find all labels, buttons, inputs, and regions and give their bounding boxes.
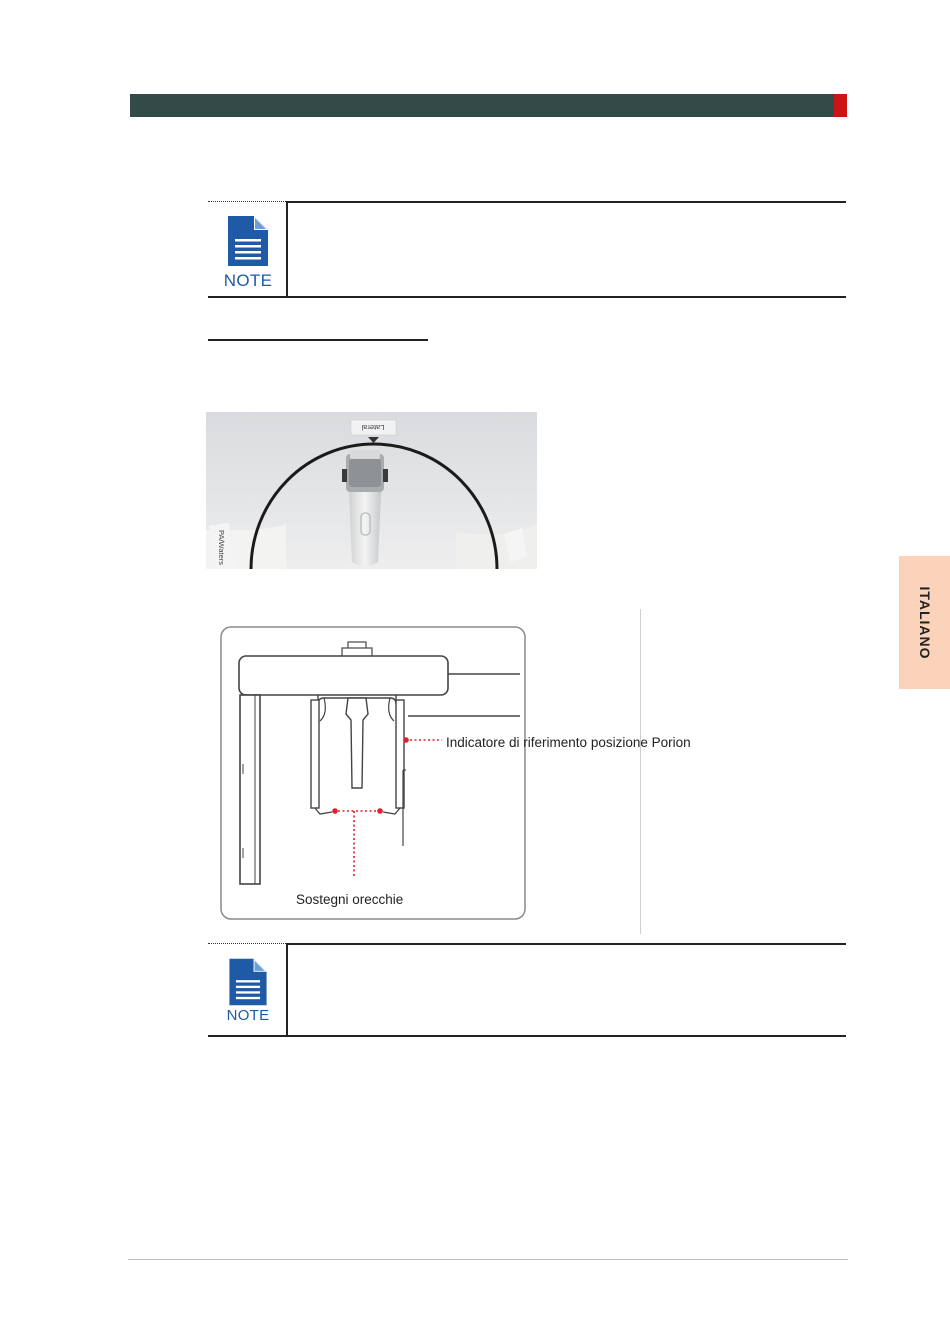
ear-rod-diagram [220,626,526,920]
porion-indicator-label: Indicatore di riferimento posizione Porion [446,735,691,750]
language-tab-label: ITALIANO [916,585,933,660]
header-bar [130,94,834,117]
header-accent [834,94,847,117]
note-document-icon [224,213,272,269]
ear-rods-label: Sostegni orecchie [296,892,404,907]
note-label: NOTE [223,271,273,290]
note-box [208,201,846,298]
note-box [208,943,846,1037]
note-document-icon [224,956,272,1008]
sticker-pa-waters: PA/Waters [217,530,226,566]
sticker-lateral: Lateral [361,423,385,432]
section-heading-underline [208,339,428,341]
ear-rod-photo [206,412,537,569]
diagram-divider [640,609,641,934]
footer-rule [128,1259,848,1260]
note-label: NOTE [226,1007,270,1024]
language-tab[interactable] [899,556,950,689]
